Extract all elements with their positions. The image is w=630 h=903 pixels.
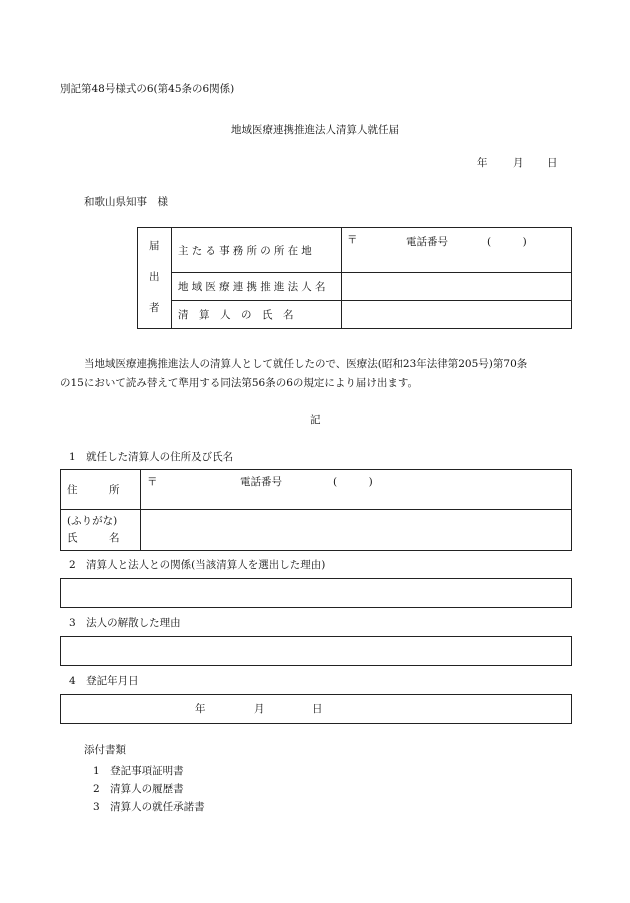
attachment-item: 2 清算人の履歴書	[93, 783, 184, 795]
registration-day-label: 日	[312, 703, 323, 715]
form-title: 地域医療連携推進法人清算人就任届	[231, 124, 399, 136]
ki-label: 記	[310, 414, 321, 426]
office-postal-mark: 〒	[347, 234, 358, 246]
section-3-heading: 3 法人の解散した理由	[69, 617, 181, 629]
form-reference: 別記第48号様式の6(第45条の6関係)	[60, 83, 235, 95]
section-4-heading: 4 登記年月日	[69, 675, 139, 687]
office-phone-label: 電話番号	[406, 236, 448, 248]
liquidator-phone-parens: ( )	[333, 476, 373, 488]
section-1-heading: 1 就任した清算人の住所及び氏名	[69, 451, 234, 463]
attachments-heading: 添付書類	[84, 744, 126, 756]
section-2-heading: 2 清算人と法人との関係(当該清算人を選出した理由)	[69, 559, 326, 571]
liquidator-address-label: 住 所	[67, 484, 120, 496]
registration-month-label: 月	[254, 703, 265, 715]
liquidator-name-row-label: 氏 名	[67, 532, 120, 544]
office-address-label: 主たる事務所の所在地	[178, 245, 315, 257]
attachment-item: 1 登記事項証明書	[93, 765, 184, 777]
attachment-item: 3 清算人の就任承諾書	[93, 801, 205, 813]
corporation-name-field	[342, 273, 571, 300]
corporation-name-label: 地域医療連携推進法人名	[178, 281, 329, 293]
liquidator-table	[60, 469, 572, 551]
addressee: 和歌山県知事 様	[84, 196, 168, 208]
body-text-line-2: の15において読み替えて準用する同法第56条の6の規定により届け出ます。	[60, 377, 419, 389]
office-phone-parens: ( )	[487, 236, 527, 248]
body-text-line-1: 当地域医療連携推進法人の清算人として就任したので、医療法(昭和23年法律第205号)第70条	[84, 358, 528, 370]
furigana-label: (ふりがな)	[67, 515, 118, 527]
liquidator-postal-mark: 〒	[147, 476, 158, 488]
liquidator-phone-label: 電話番号	[240, 476, 282, 488]
notifier-side-label-1: 届	[149, 240, 160, 252]
liquidator-name-label: 清 算 人 の 氏 名	[178, 309, 294, 321]
notifier-side-label-2: 出	[149, 271, 160, 283]
liquidator-name-field	[342, 301, 571, 328]
date-month-label: 月	[513, 157, 524, 169]
date-year-label: 年	[477, 157, 488, 169]
dissolution-reason-box	[60, 636, 572, 666]
registration-year-label: 年	[195, 703, 206, 715]
notifier-side-label-3: 者	[149, 302, 160, 314]
date-day-label: 日	[547, 157, 558, 169]
relationship-reason-box	[60, 578, 572, 608]
